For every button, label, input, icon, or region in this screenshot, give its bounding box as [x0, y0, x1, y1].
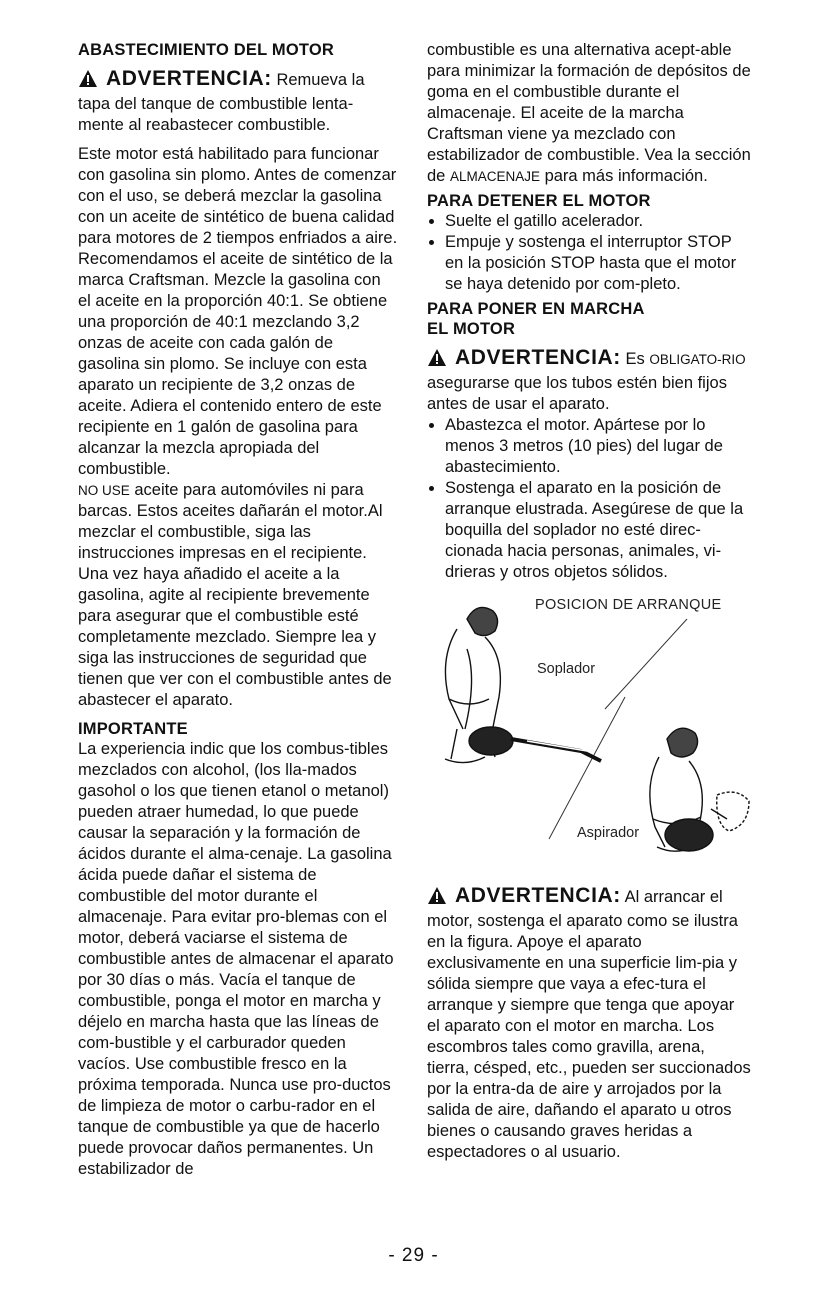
heading-start-engine-2: EL MOTOR	[427, 320, 516, 338]
heading-start-engine-1: PARA PONER EN MARCHA	[427, 300, 645, 318]
warning-3-title: ADVERTENCIA:	[455, 884, 621, 907]
left-column	[78, 40, 398, 1180]
figure-title: POSICION DE ARRANQUE	[535, 597, 722, 613]
heading-fuel: ABASTECIMIENTO DEL MOTOR	[78, 41, 334, 59]
warning-triangle-icon	[427, 886, 447, 911]
start-list	[427, 415, 751, 583]
storage-text-1: combustible es una alternativa acept-able para minimizar la formación de depósitos de goma en el combustible durante el almacenaje. El aceite de la marcha Craftsman viene ya mezclado con estabilizador de combustible. Vea la sección de	[427, 41, 751, 185]
starting-position-illustration	[427, 589, 751, 879]
starting-position-figure	[427, 589, 751, 879]
storage-paragraph	[427, 40, 751, 187]
heading-important: IMPORTANTE	[78, 720, 188, 738]
warning-3-text: Al arrancar el motor, sostenga el aparato como se ilustra en la figura. Apoye el aparato exclusivamente en una superficie lim-pia y sólida siempre que vaya a efec-tura el arranque y siempre que tenga que apoyar el aparato con el motor en marcha. Los escombros tales como gravilla, arena, tierra, césped, etc., pueden ser succionados por la entra-da de aire y arrojados por la salida de aire, dañando el aparato u otros bienes o causando graves heridas a espectadores o al usuario.	[427, 888, 751, 1161]
heading-stop-engine: PARA DETENER EL MOTOR	[427, 192, 651, 210]
fuel-paragraph-2	[78, 480, 398, 711]
start-item: Sostenga el aparato en la posición de arranque elustrada. Asegúrese de que la boquilla del soplador no esté direc-cionada hacia personas, animales, vi-drieras y otros objetos sólidos.	[427, 478, 751, 583]
warning-3	[427, 885, 751, 1163]
stop-item: Suelte el gatillo acelerador.	[427, 211, 751, 232]
right-column	[427, 40, 751, 1163]
warning-1-title: ADVERTENCIA:	[106, 67, 272, 90]
warning-2-text: asegurarse que los tubos estén bien fijos antes de usar el aparato.	[427, 374, 727, 413]
warning-2	[427, 347, 751, 415]
warning-2-lead: Es	[625, 350, 645, 368]
important-paragraph: La experiencia indic que los combus-tibles mezclados con alcohol, (los lla-mados gasohol o los que tienen etanol o metanol) pueden atraer humedad, lo que puede causar la separación y la formación de ácidos durante el alma-cenaje. La gasolina ácida puede dañar el sistema de combustible del motor durante el almacenaje. Para evitar pro-blemas con el motor, deberá vaciarse el sistema de combustible antes de almacenar el aparato por 30 días o más. Vacía el tanque de combustible, ponga el motor en marcha y déjelo en marcha hasta que las líneas de com-bustible y el carburador queden vacíos. Use combustible fresco en la próxima temporada. Nunca use pro-ductos de limpieza de motor o carbu-rador en el tanque de combustible ya que de hacerlo puede provocar daños permanentes. Un estabilizador de	[78, 740, 394, 1178]
storage-text-2: para más información.	[544, 167, 708, 185]
warning-2-title: ADVERTENCIA:	[455, 346, 621, 369]
storage-section-name: ALMACENAJE	[449, 169, 540, 184]
fuel-paragraph-1: Este motor está habilitado para funcionar con gasolina sin plomo. Antes de comenzar con el uso, se deberá mezclar la gasolina con un aceite de sintético de buena calidad para motores de 2 tiempos enfriados a aire. Recomendamos el aceite de sintético de la marca Craftsman. Mezcle la gasolina con el aceite en la proporción 40:1. Se obtiene una proporción de 40:1 mezclando 3,2 onzas de aceite con cada galón de gasolina sin plomo. Se incluye con esta aparato un recipiente de 3,2 onzas de aceite. Adiera el contenido entero de este recipiente en 1 galón de gasolina para alcanzar la mezcla apropiada del combustible.	[78, 145, 398, 478]
warning-1-text: Remueva la tapa del tanque de combustible lenta-mente al reabastecer combustible.	[78, 71, 365, 134]
fuel-paragraph-2-text: aceite para automóviles ni para barcas. Estos aceites dañarán el motor.Al mezclar el combustible, siga las instrucciones impresas en el recipiente. Una vez haya añadido el aceite a la gasolina, agite al recipiente brevemente para asegurar que el combustible esté completamente mezclado. Siempre lea y siga las instrucciones de seguridad que tienen que ver con el combustible antes de abastecer el aparato.	[78, 481, 392, 709]
figure-label-blower: Soplador	[537, 661, 596, 677]
stop-list	[427, 211, 751, 295]
warning-2-mandatory: OBLIGATO-RIO	[649, 352, 746, 367]
warning-1	[78, 68, 398, 136]
start-item: Abastezca el motor. Apártese por lo menos 3 metros (10 pies) del lugar de abastecimiento.	[427, 415, 751, 478]
figure-label-vacuum: Aspirador	[577, 825, 640, 841]
page-number: - 29 -	[388, 1245, 439, 1266]
warning-triangle-icon	[427, 348, 447, 373]
no-use-text: NO USE	[78, 483, 130, 498]
stop-item: Empuje y sostenga el interruptor STOP en la posición STOP hasta que el motor se haya detenido por com-pleto.	[427, 232, 751, 295]
warning-triangle-icon	[78, 69, 98, 94]
